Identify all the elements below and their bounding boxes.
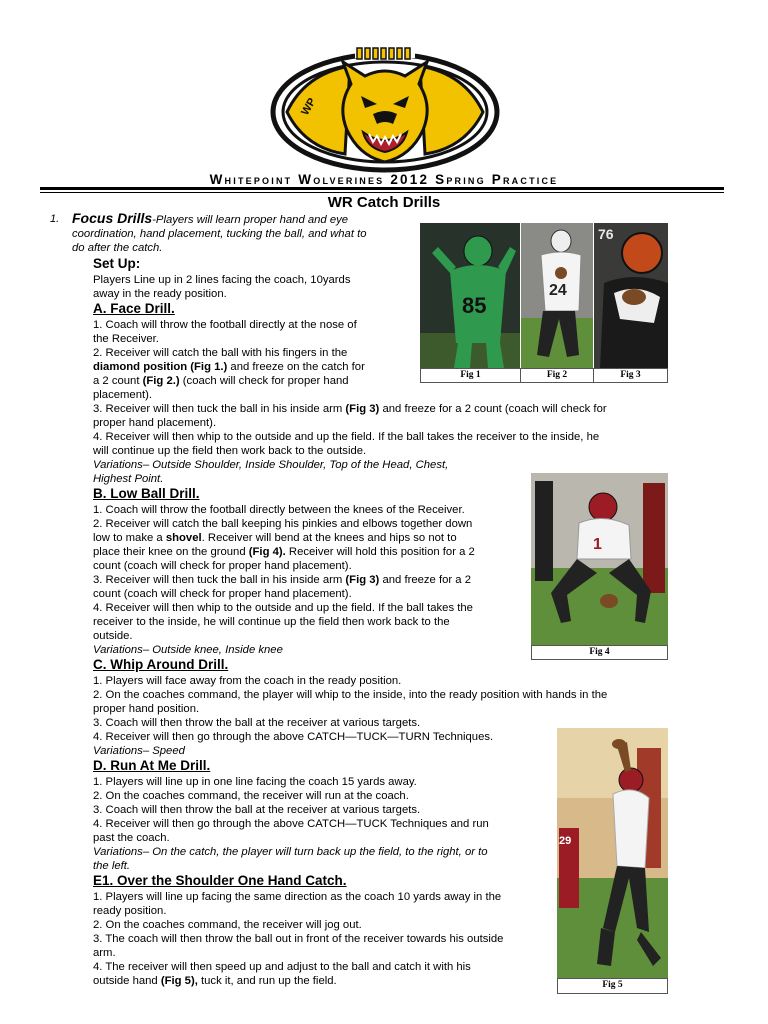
over-shoulder-drill-heading: E1. Over the Shoulder One Hand Catch. <box>93 873 347 888</box>
drill-step: a 2 count (Fig 2.) (coach will check for proper hand <box>93 375 349 387</box>
drill-step: receiver to the inside, he will continue up the field then work back to the <box>93 616 450 628</box>
face-drill-heading: A. Face Drill. <box>93 301 175 316</box>
focus-intro-line: Focus Drills-Players will learn proper hand and eye <box>72 210 349 226</box>
figure-2-photo <box>521 223 593 368</box>
drill-step: arm. <box>93 947 116 959</box>
list-number: 1. <box>50 213 60 225</box>
drill-step: placement). <box>93 389 153 401</box>
drill-step: 2. Receiver will catch the ball with his fingers in the <box>93 347 348 359</box>
drill-variations: Variations– Outside knee, Inside knee <box>93 644 283 656</box>
drill-step: 2. On the coaches command, the receiver will jog out. <box>93 919 362 931</box>
drill-step: 2. On the coaches command, the receiver will run at the coach. <box>93 790 409 802</box>
drill-step: 4. Receiver will then whip to the outside and up the field. If the ball takes the <box>93 602 473 614</box>
wolverines-logo <box>265 44 505 174</box>
drill-step: proper hand position. <box>93 703 200 715</box>
drill-step: 4. The receiver will then speed up and adjust to the ball and catch it with his <box>93 961 471 973</box>
drill-step: outside. <box>93 630 133 642</box>
drill-step: 1. Players will line up in one line facing the coach 15 yards away. <box>93 776 417 788</box>
drill-step: 1. Players will face away from the coach in the ready position. <box>93 675 402 687</box>
drill-step: count (coach will check for proper hand placement). <box>93 560 352 572</box>
banner-title: Whitepoint Wolverines 2012 Spring Practice <box>209 172 559 187</box>
fig1-caption: Fig 1 <box>420 368 521 383</box>
drill-step: 4. Receiver will then go through the above CATCH—TUCK—TURN Techniques. <box>93 731 494 743</box>
fig4-caption: Fig 4 <box>531 645 668 660</box>
fig3-player-image <box>594 223 668 368</box>
drill-step: 1. Players will line up facing the same direction as the coach 10 yards away in the <box>93 891 502 903</box>
jersey-number: 1 <box>593 536 602 553</box>
drill-step: the Receiver. <box>93 333 159 345</box>
setup-line: Players Line up in 2 lines facing the coach, 10yards <box>93 274 351 286</box>
drill-step: proper hand placement). <box>93 417 217 429</box>
drill-variations: Variations– Speed <box>93 745 185 757</box>
focus-intro-line: do after the catch. <box>72 242 163 254</box>
logo-initials: WP <box>299 96 319 118</box>
fig3-caption: Fig 3 <box>593 368 668 383</box>
whip-around-drill-heading: C. Whip Around Drill. <box>93 657 229 672</box>
focus-intro-line: coordination, hand placement, tucking the ball, and what to <box>72 228 367 240</box>
drill-step: 4. Receiver will then go through the above CATCH—TUCK Techniques and run <box>93 818 489 830</box>
drill-step: count (coach will check for proper hand placement). <box>93 588 352 600</box>
jersey-number: 24 <box>549 282 567 299</box>
drill-step: 2. Receiver will catch the ball keeping his pinkies and elbows together down <box>93 518 473 530</box>
drill-variations: Variations– Outside Shoulder, Inside Shoulder, Top of the Head, Chest, <box>93 459 449 471</box>
drill-step: 3. The coach will then throw the ball out in front of the receiver towards his outside <box>93 933 504 945</box>
fig2-player-image <box>521 223 593 368</box>
jersey-number: 29 <box>559 835 572 847</box>
header-rule-thin <box>40 192 724 193</box>
header-rule-thick <box>40 187 724 190</box>
drill-step: ready position. <box>93 905 167 917</box>
drill-step: place their knee on the ground (Fig 4). Receiver will hold this position for a 2 <box>93 546 475 558</box>
setup-heading: Set Up: <box>93 256 141 271</box>
drill-step: will continue up the field then work back to the outside. <box>93 445 367 457</box>
drill-step: past the coach. <box>93 832 170 844</box>
figure-5-photo <box>557 728 668 978</box>
run-at-me-drill-heading: D. Run At Me Drill. <box>93 758 211 773</box>
drill-step: 1. Coach will throw the football directly between the knees of the Receiver. <box>93 504 465 516</box>
drill-variations: Variations– On the catch, the player will turn back up the field, to the right, or to <box>93 846 488 858</box>
figure-4-photo <box>531 473 668 645</box>
drill-step: low to make a shovel. Receiver will bend at the knees and hips so not to <box>93 532 457 544</box>
fig4-player-image <box>531 473 668 645</box>
focus-drills-label: Focus Drills <box>72 210 153 226</box>
setup-line: away in the ready position. <box>93 288 227 300</box>
drill-variations: Highest Point. <box>93 473 164 485</box>
fig1-player-image <box>420 223 520 368</box>
figure-3-photo <box>594 223 668 368</box>
page-title: WR Catch Drills <box>327 194 441 211</box>
jersey-number: 85 <box>462 293 487 318</box>
figure-1-photo <box>420 223 520 368</box>
drill-step: 2. On the coaches command, the player will whip to the inside, into the ready position with hands in the <box>93 689 608 701</box>
drill-variations: the left. <box>93 860 131 872</box>
laces <box>355 48 415 59</box>
fig5-player-image <box>557 728 668 978</box>
drill-step: 3. Coach will then throw the ball at the receiver at various targets. <box>93 717 421 729</box>
jersey-number: 76 <box>598 226 614 242</box>
drill-step: diamond position (Fig 1.) and freeze on the catch for <box>93 361 365 373</box>
drill-step: 4. Receiver will then whip to the outside and up the field. If the ball takes the receiver to the inside, he <box>93 431 600 443</box>
drill-step: 3. Coach will then throw the ball at the receiver at various targets. <box>93 804 421 816</box>
drill-step: 3. Receiver will then tuck the ball in his inside arm (Fig 3) and freeze for a 2 <box>93 574 472 586</box>
drill-step: 1. Coach will throw the football directly at the nose of <box>93 319 357 331</box>
fig2-caption: Fig 2 <box>520 368 594 383</box>
low-ball-drill-heading: B. Low Ball Drill. <box>93 486 200 501</box>
drill-step: outside hand (Fig 5), tuck it, and run up the field. <box>93 975 337 987</box>
drill-step: 3. Receiver will then tuck the ball in his inside arm (Fig 3) and freeze for a 2 count (coach will check for <box>93 403 607 415</box>
fig5-caption: Fig 5 <box>557 978 668 994</box>
